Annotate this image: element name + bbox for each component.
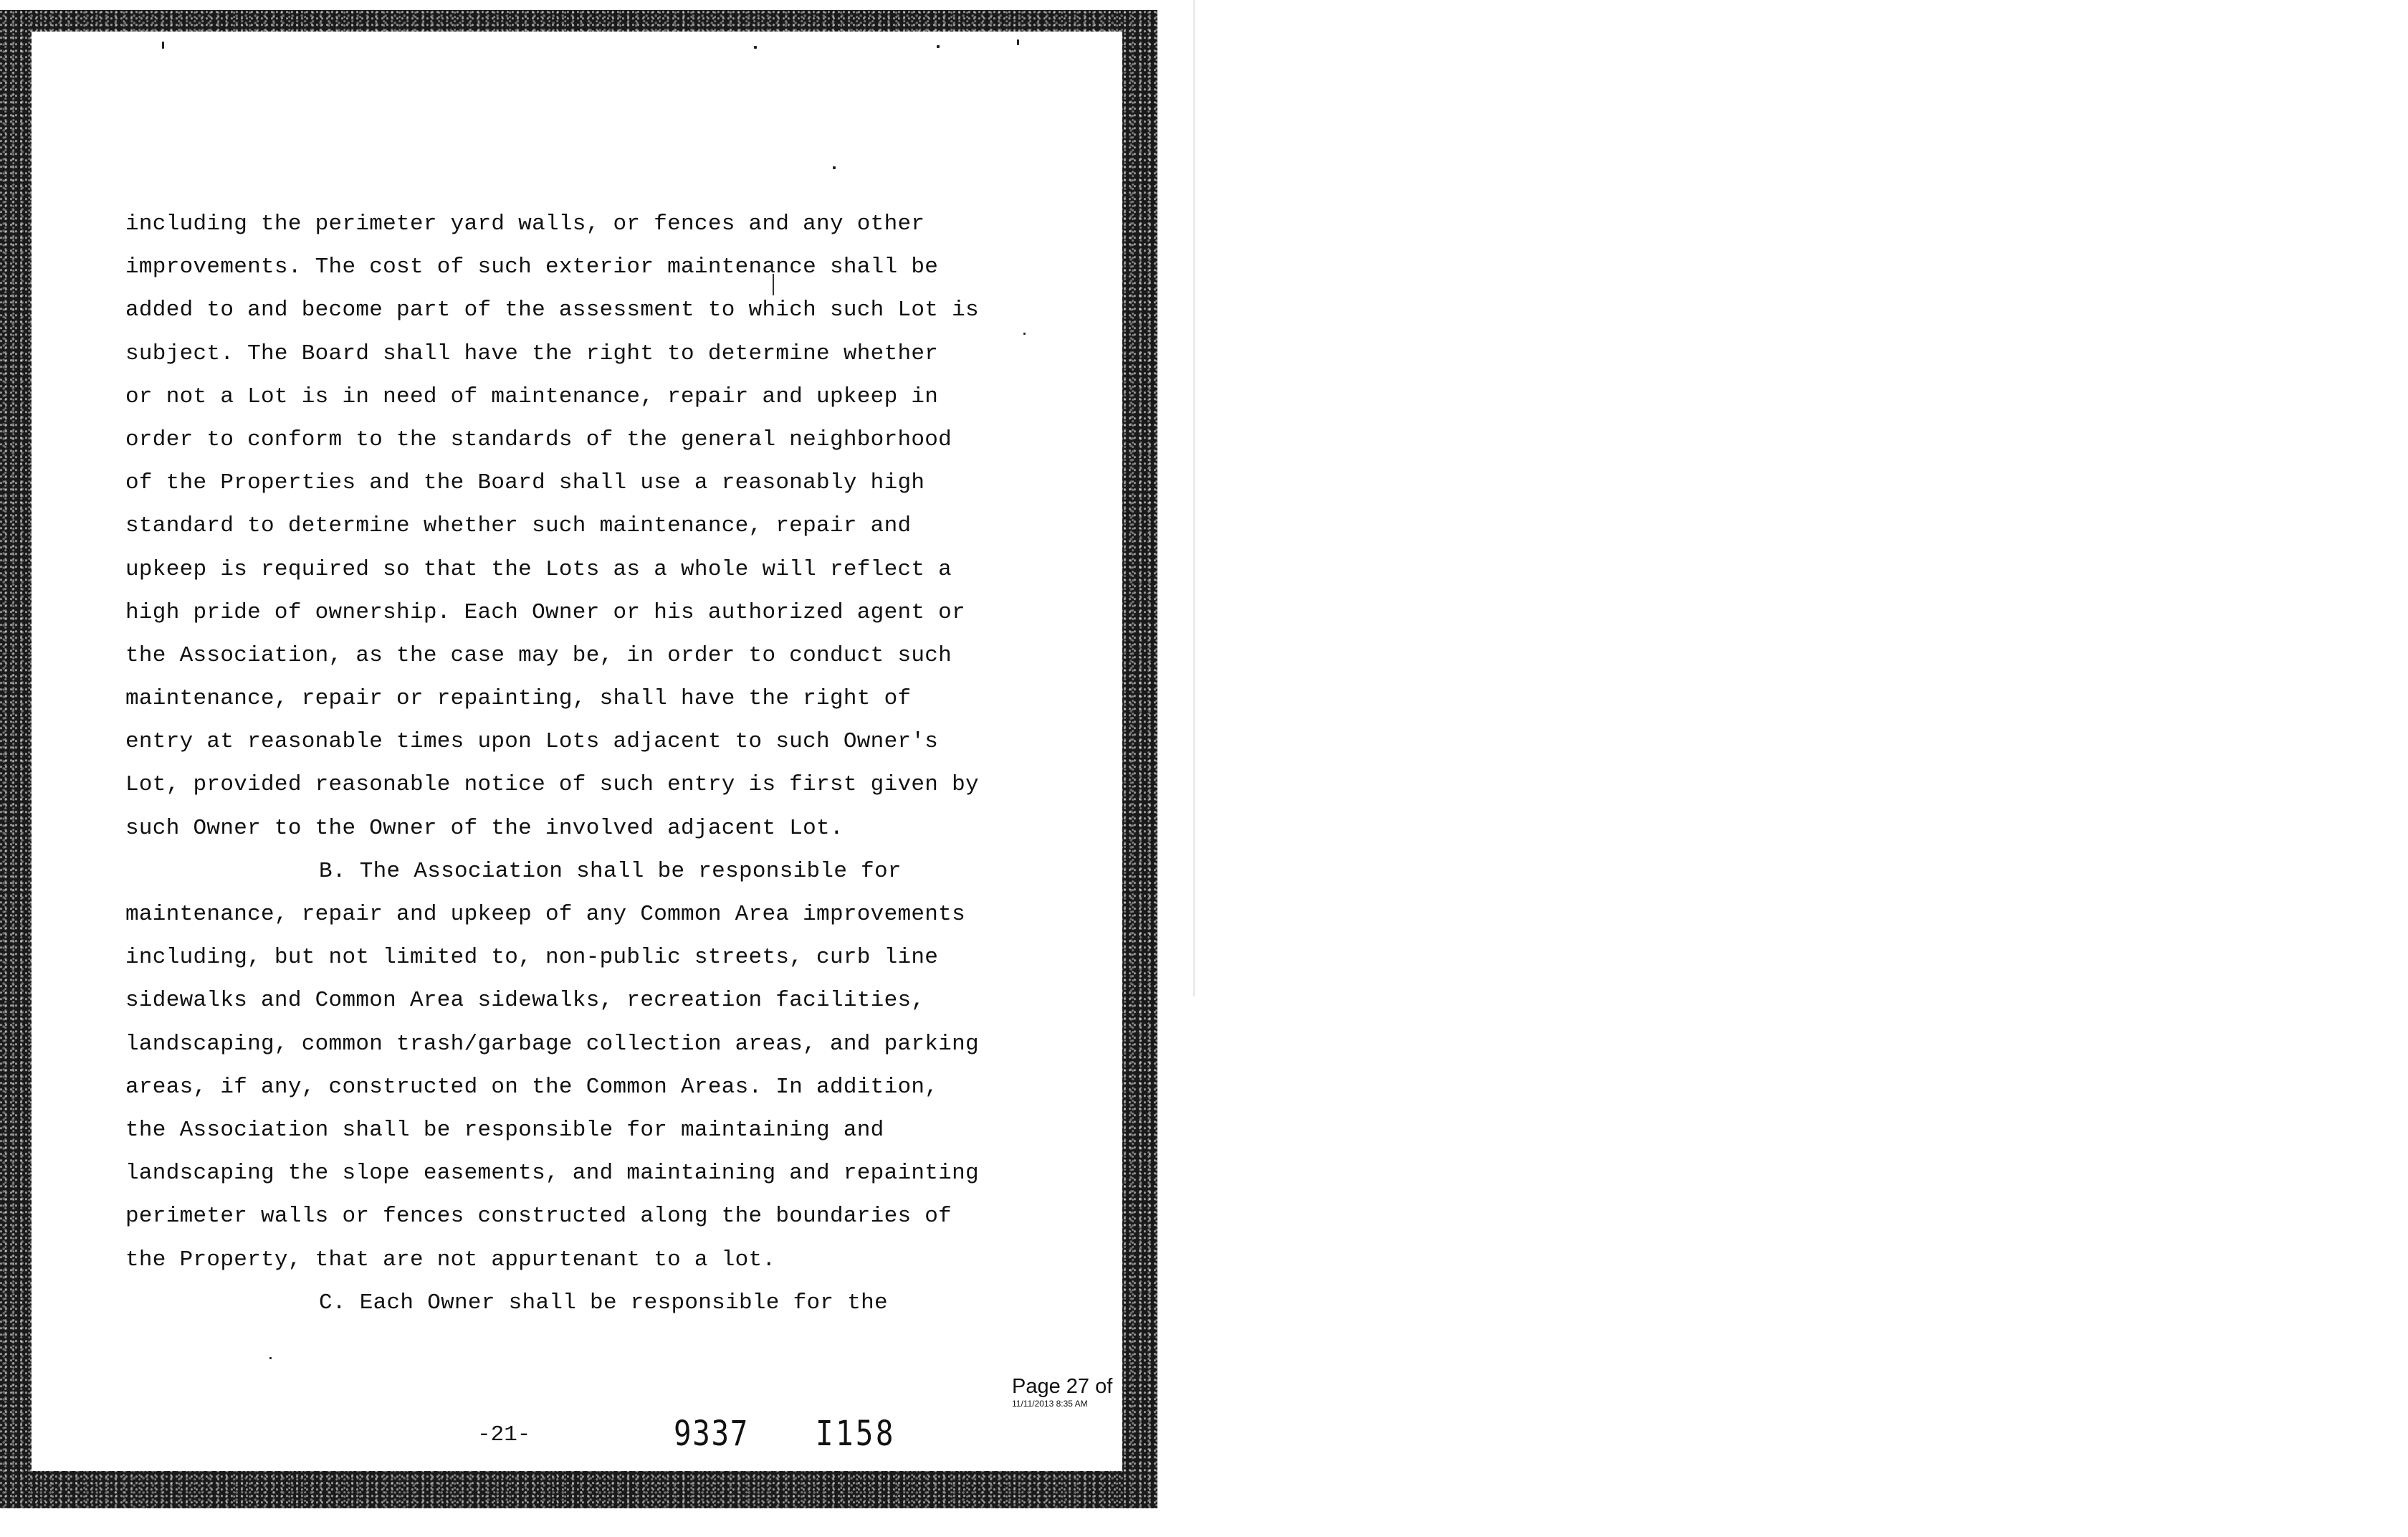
book-number: 9337 [674, 1414, 750, 1454]
text-line: entry at reasonable times upon Lots adjacent to such Owner's [125, 729, 939, 755]
scan-speck [269, 1357, 272, 1359]
scan-speck [1017, 39, 1019, 45]
scan-speck [162, 42, 164, 49]
text-line: subject. The Board shall have the right to determine whether [125, 341, 939, 366]
text-line: maintenance, repair or repainting, shall have the right of [125, 686, 912, 712]
page-reference: I158 [816, 1414, 896, 1454]
text-line: landscaping the slope easements, and maintaining and repainting [125, 1161, 979, 1186]
section-c-heading-line: C. Each Owner shall be responsible for the [319, 1290, 888, 1315]
text-line: the Property, that are not appurtenant to a lot. [125, 1247, 776, 1272]
text-line: including the perimeter yard walls, or fences and any other [125, 211, 925, 237]
text-line: the Association shall be responsible for maintaining and [125, 1117, 884, 1143]
text-line: maintenance, repair and upkeep of any Common Area improvements [125, 902, 965, 927]
text-line: standard to determine whether such maintenance, repair and [125, 513, 912, 539]
text-line: or not a Lot is in need of maintenance, repair and upkeep in [125, 384, 939, 409]
scan-speck [833, 166, 836, 169]
text-line: perimeter walls or fences constructed along the boundaries of [125, 1204, 952, 1229]
section-b-heading-line: B. The Association shall be responsible for [319, 858, 902, 884]
text-line: added to and become part of the assessment to which such Lot is [125, 298, 979, 323]
document-body [125, 203, 993, 1325]
text-line: such Owner to the Owner of the involved adjacent Lot. [125, 815, 844, 841]
scan-speck [754, 46, 757, 49]
text-line: Lot, provided reasonable notice of such entry is first given by [125, 772, 979, 798]
text-line: order to conform to the standards of the general neighborhood [125, 427, 952, 452]
text-line: high pride of ownership. Each Owner or his authorized agent or [125, 599, 965, 625]
page-number: -21- [477, 1422, 531, 1447]
text-line: improvements. The cost of such exterior maintenance shall be [125, 254, 939, 280]
page-count-label: Page 27 of [1012, 1375, 1113, 1398]
stamp-timestamp: 11/11/2013 8:35 AM [1012, 1399, 1088, 1409]
text-line: including, but not limited to, non-public streets, curb line [125, 945, 939, 971]
text-line: sidewalks and Common Area sidewalks, recreation facilities, [125, 988, 925, 1014]
text-line: landscaping, common trash/garbage collection areas, and parking [125, 1031, 979, 1057]
scan-speck [937, 45, 940, 48]
page-stamp [1012, 1375, 1166, 1409]
text-line: upkeep is required so that the Lots as a whole will reflect a [125, 556, 952, 582]
scan-edge-line [1193, 0, 1195, 996]
text-line: of the Properties and the Board shall use a reasonably high [125, 470, 925, 496]
scan-speck [1023, 333, 1026, 335]
text-line: areas, if any, constructed on the Common Areas. In addition, [125, 1074, 939, 1100]
text-line: the Association, as the case may be, in order to conduct such [125, 642, 952, 668]
